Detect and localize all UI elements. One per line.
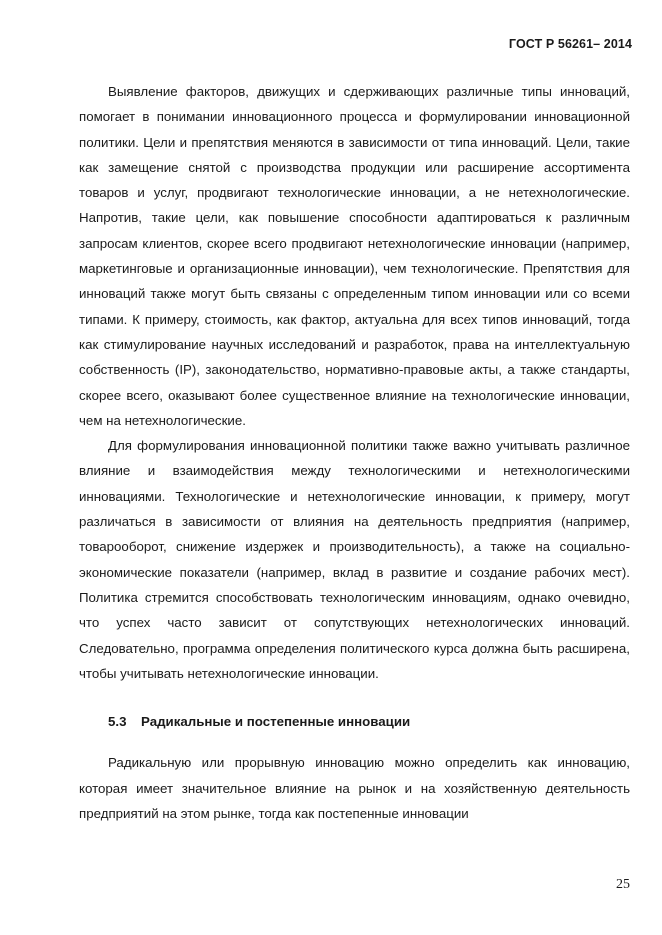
paragraph-innovation-factors: Выявление факторов, движущих и сдерживающих различные типы инноваций, помогает в понимании инновационного процесса и формулировании инновационной политики. Цели и препятствия меняются в зависимости от типа инноваций. Цели, такие как замещение снятой с производства продукции или расширение ассортимента товаров и услуг, продвигают технологические инновации, а не нетехнологические. Напротив, такие цели, как повышение способности адаптироваться к различным запросам клиентов, скорее всего продвигают нетехнологические инновации (например, маркетинговые и организационные инновации), чем технологические. Препятствия для инноваций также могут быть связаны с определенным типом инновации или со всеми типами. К примеру, стоимость, как фактор, актуальна для всех типов инноваций, тогда как стимулирование научных исследований и разработок, права на интеллектуальную собственность (IP), законодательство, нормативно-правовые акты, а также стандарты, скорее всего, оказывают более существенное влияние на технологические инновации, чем на нетехнологические.	[79, 84, 630, 428]
section-number: 5.3	[108, 714, 127, 730]
paragraph-policy-formulation: Для формулирования инновационной политики также важно учитывать различное влияние и взаимодействия между технологическими и нетехнологическими инновациями. Технологические и нетехнологические инновации, к примеру, могут различаться в зависимости от влияния на деятельность предприятия (например, товарооборот, снижение издержек и производительность), а также на социально-экономические показатели (например, вклад в развитие и создание рабочих мест). Политика стремится способствовать технологическим инновациям, однако очевидно, что успех часто зависит от сопутствующих нетехнологических инноваций. Следовательно, программа определения политического курса должна быть расширена, чтобы учитывать нетехнологические инновации.	[79, 438, 630, 681]
paragraph-radical-innovation: Радикальную или прорывную инновацию можно определить как инновацию, которая имеет значительное влияние на рынок и на хозяйственную деятельность предприятий на этом рынке, тогда как постепенные инновации	[79, 755, 630, 822]
page-number: 25	[616, 877, 630, 892]
section-title: Радикальные и постепенные инновации	[141, 714, 411, 730]
section-heading	[79, 709, 630, 734]
document-header: ГОСТ Р 56261– 2014	[508, 37, 632, 51]
main-content	[79, 79, 630, 826]
